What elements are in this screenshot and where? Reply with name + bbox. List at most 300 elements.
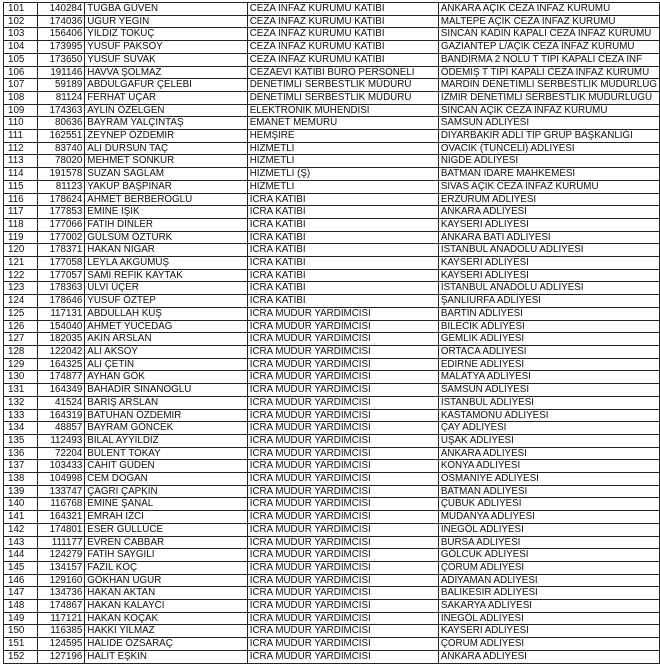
row-number-cell: 147 — [4, 587, 38, 600]
job-title-cell: CEZA İNFAZ KURUMU KATİBİ — [247, 53, 438, 66]
table-row — [4, 66, 660, 79]
row-number-cell: 121 — [4, 257, 38, 270]
assigned-unit-cell: BATMAN ADLİYESİ — [438, 485, 659, 498]
job-title-cell: İCRA MÜDÜR YARDIMCISI — [247, 358, 438, 371]
registry-number-cell: 177002 — [38, 231, 85, 244]
person-name-cell: SAMİ REFİK KAYTAK — [85, 269, 247, 282]
row-number-cell: 141 — [4, 511, 38, 524]
person-name-cell: UĞUR YEGİN — [85, 15, 247, 28]
row-number-cell: 109 — [4, 104, 38, 117]
row-number-cell: 139 — [4, 485, 38, 498]
assigned-unit-cell: İSTANBUL ANADOLU ADLİYESİ — [438, 244, 659, 257]
registry-number-cell: 177057 — [38, 269, 85, 282]
registry-number-cell: 117131 — [38, 307, 85, 320]
row-number-cell: 107 — [4, 79, 38, 92]
job-title-cell: CEZA İNFAZ KURUMU KATİBİ — [247, 15, 438, 28]
assigned-unit-cell: ŞANLIURFA ADLİYESİ — [438, 295, 659, 308]
person-name-cell: YAKUP BAŞPINAR — [85, 180, 247, 193]
registry-number-cell: 41524 — [38, 396, 85, 409]
person-name-cell: YUSUF ÖZTEP — [85, 295, 247, 308]
row-number-cell: 132 — [4, 396, 38, 409]
row-number-cell: 151 — [4, 638, 38, 651]
assigned-unit-cell: SAMSUN ADLİYESİ — [438, 384, 659, 397]
table-row — [4, 485, 660, 498]
job-title-cell: CEZA İNFAZ KURUMU KATİBİ — [247, 3, 438, 16]
row-number-cell: 122 — [4, 269, 38, 282]
person-name-cell: ABDULLAH KUŞ — [85, 307, 247, 320]
table-row — [4, 180, 660, 193]
job-title-cell: İCRA MÜDÜR YARDIMCISI — [247, 333, 438, 346]
person-name-cell: AYHAN GÖK — [85, 371, 247, 384]
registry-number-cell: 164319 — [38, 409, 85, 422]
row-number-cell: 120 — [4, 244, 38, 257]
job-title-cell: ELEKTRONİK MÜHENDİSİ — [247, 104, 438, 117]
registry-number-cell: 103433 — [38, 460, 85, 473]
person-name-cell: ALİ AKSOY — [85, 345, 247, 358]
row-number-cell: 133 — [4, 409, 38, 422]
person-name-cell: HAKAN KOÇAK — [85, 612, 247, 625]
row-number-cell: 102 — [4, 15, 38, 28]
registry-number-cell: 164349 — [38, 384, 85, 397]
person-name-cell: BAYRAM YALÇINTAŞ — [85, 117, 247, 130]
row-number-cell: 129 — [4, 358, 38, 371]
row-number-cell: 123 — [4, 282, 38, 295]
row-number-cell: 105 — [4, 53, 38, 66]
job-title-cell: İCRA MÜDÜR YARDIMCISI — [247, 396, 438, 409]
assigned-unit-cell: ANKARA ADLİYESİ — [438, 447, 659, 460]
personnel-table — [3, 2, 660, 664]
job-title-cell: HİZMETLİ — [247, 142, 438, 155]
person-name-cell: FATİH DİNLER — [85, 218, 247, 231]
assigned-unit-cell: BARTIN ADLİYESİ — [438, 307, 659, 320]
registry-number-cell: 124595 — [38, 638, 85, 651]
assigned-unit-cell: ANKARA ADLİYESİ — [438, 206, 659, 219]
assigned-unit-cell: KAYSERİ ADLİYESİ — [438, 625, 659, 638]
assigned-unit-cell: ADIYAMAN ADLİYESİ — [438, 574, 659, 587]
job-title-cell: DENETİMLİ SERBESTLİK MÜDÜRÜ — [247, 79, 438, 92]
assigned-unit-cell: ÇUBUK ADLİYESİ — [438, 498, 659, 511]
job-title-cell: İCRA MÜDÜR YARDIMCISI — [247, 447, 438, 460]
table-row — [4, 561, 660, 574]
registry-number-cell: 174877 — [38, 371, 85, 384]
row-number-cell: 116 — [4, 193, 38, 206]
person-name-cell: LEYLA AKGÜMÜŞ — [85, 257, 247, 270]
row-number-cell: 148 — [4, 600, 38, 613]
row-number-cell: 119 — [4, 231, 38, 244]
assigned-unit-cell: SİVAS AÇIK CEZA İNFAZ KURUMU — [438, 180, 659, 193]
job-title-cell: İCRA KATİBİ — [247, 295, 438, 308]
person-name-cell: ÇAĞRI ÇAPKIN — [85, 485, 247, 498]
table-row — [4, 269, 660, 282]
row-number-cell: 149 — [4, 612, 38, 625]
registry-number-cell: 134157 — [38, 561, 85, 574]
row-number-cell: 101 — [4, 3, 38, 16]
person-name-cell: ESER GÜLLÜCE — [85, 523, 247, 536]
row-number-cell: 125 — [4, 307, 38, 320]
table-row — [4, 511, 660, 524]
table-row — [4, 206, 660, 219]
assigned-unit-cell: ÇAY ADLİYESİ — [438, 422, 659, 435]
assigned-unit-cell: BATMAN İDARE MAHKEMESİ — [438, 168, 659, 181]
registry-number-cell: 83740 — [38, 142, 85, 155]
job-title-cell: CEZA İNFAZ KURUMU KATİBİ — [247, 41, 438, 54]
assigned-unit-cell: BANDIRMA 2 NOLU T TİPİ KAPALI CEZA İNF — [438, 53, 659, 66]
assigned-unit-cell: KAYSERİ ADLİYESİ — [438, 218, 659, 231]
row-number-cell: 137 — [4, 460, 38, 473]
registry-number-cell: 59189 — [38, 79, 85, 92]
registry-number-cell: 164325 — [38, 358, 85, 371]
person-name-cell: HAKKI YILMAZ — [85, 625, 247, 638]
row-number-cell: 131 — [4, 384, 38, 397]
registry-number-cell: 134736 — [38, 587, 85, 600]
job-title-cell: İCRA MÜDÜR YARDIMCISI — [247, 485, 438, 498]
assigned-unit-cell: ANKARA BATI ADLİYESİ — [438, 231, 659, 244]
person-name-cell: EMRAH İZCİ — [85, 511, 247, 524]
registry-number-cell: 174801 — [38, 523, 85, 536]
table-row — [4, 193, 660, 206]
registry-number-cell: 72204 — [38, 447, 85, 460]
table-row — [4, 358, 660, 371]
table-row — [4, 218, 660, 231]
job-title-cell: İCRA MÜDÜR YARDIMCISI — [247, 345, 438, 358]
job-title-cell: İCRA KATİBİ — [247, 193, 438, 206]
row-number-cell: 144 — [4, 549, 38, 562]
person-name-cell: AYLİN ÖZELGEN — [85, 104, 247, 117]
row-number-cell: 143 — [4, 536, 38, 549]
table-row — [4, 523, 660, 536]
table-row — [4, 612, 660, 625]
table-row — [4, 295, 660, 308]
row-number-cell: 128 — [4, 345, 38, 358]
job-title-cell: İCRA MÜDÜR YARDIMCISI — [247, 574, 438, 587]
person-name-cell: TUĞBA GÜVEN — [85, 3, 247, 16]
row-number-cell: 111 — [4, 130, 38, 143]
person-name-cell: ALİ ÇETİN — [85, 358, 247, 371]
registry-number-cell: 81124 — [38, 91, 85, 104]
job-title-cell: HİZMETLİ — [247, 180, 438, 193]
table-row — [4, 434, 660, 447]
table-row — [4, 155, 660, 168]
registry-number-cell: 156406 — [38, 28, 85, 41]
assigned-unit-cell: MALATYA ADLİYESİ — [438, 371, 659, 384]
assigned-unit-cell: OSMANİYE ADLİYESİ — [438, 473, 659, 486]
registry-number-cell: 48857 — [38, 422, 85, 435]
person-name-cell: YUSUF SUVAK — [85, 53, 247, 66]
job-title-cell: İCRA MÜDÜR YARDIMCISI — [247, 511, 438, 524]
assigned-unit-cell: EDİRNE ADLİYESİ — [438, 358, 659, 371]
table-row — [4, 168, 660, 181]
person-name-cell: YILDIZ TOKUÇ — [85, 28, 247, 41]
assigned-unit-cell: İNEGÖL ADLİYESİ — [438, 612, 659, 625]
row-number-cell: 113 — [4, 155, 38, 168]
assigned-unit-cell: BURSA ADLİYESİ — [438, 536, 659, 549]
registry-number-cell: 154040 — [38, 320, 85, 333]
person-name-cell: ZEYNEP ÖZDEMİR — [85, 130, 247, 143]
person-name-cell: ALİ DURSUN TAÇ — [85, 142, 247, 155]
table-row — [4, 79, 660, 92]
row-number-cell: 118 — [4, 218, 38, 231]
registry-number-cell: 124279 — [38, 549, 85, 562]
job-title-cell: İCRA MÜDÜR YARDIMCISI — [247, 307, 438, 320]
registry-number-cell: 104998 — [38, 473, 85, 486]
person-name-cell: AHMET YÜCEDAĞ — [85, 320, 247, 333]
job-title-cell: İCRA MÜDÜR YARDIMCISI — [247, 473, 438, 486]
table-row — [4, 142, 660, 155]
person-name-cell: AKIN ARSLAN — [85, 333, 247, 346]
row-number-cell: 142 — [4, 523, 38, 536]
person-name-cell: BAYRAM GÖNCEK — [85, 422, 247, 435]
person-name-cell: BATUHAN ÖZDEMİR — [85, 409, 247, 422]
assigned-unit-cell: BİLECİK ADLİYESİ — [438, 320, 659, 333]
registry-number-cell: 173995 — [38, 41, 85, 54]
table-row — [4, 345, 660, 358]
assigned-unit-cell: DİYARBAKIR ADLİ TIP GRUP BAŞKANLIĞI — [438, 130, 659, 143]
job-title-cell: İCRA MÜDÜR YARDIMCISI — [247, 536, 438, 549]
job-title-cell: İCRA KATİBİ — [247, 269, 438, 282]
person-name-cell: ABDULĞAFUR ÇELEBİ — [85, 79, 247, 92]
assigned-unit-cell: NİĞDE ADLİYESİ — [438, 155, 659, 168]
person-name-cell: BÜLENT TOKAY — [85, 447, 247, 460]
person-name-cell: ULVİ ÜÇER — [85, 282, 247, 295]
table-row — [4, 447, 660, 460]
assigned-unit-cell: OVACIK (TUNCELİ) ADLİYESİ — [438, 142, 659, 155]
job-title-cell: İCRA MÜDÜR YARDIMCISI — [247, 587, 438, 600]
registry-number-cell: 178624 — [38, 193, 85, 206]
assigned-unit-cell: ANKARA ADLİYESİ — [438, 650, 659, 663]
assigned-unit-cell: MARDİN DENETİMLİ SERBESTLİK MÜDÜRLÜĞ — [438, 79, 659, 92]
job-title-cell: İCRA MÜDÜR YARDIMCISI — [247, 561, 438, 574]
job-title-cell: DENETİMLİ SERBESTLİK MÜDÜRÜ — [247, 91, 438, 104]
assigned-unit-cell: ÇORUM ADLİYESİ — [438, 638, 659, 651]
job-title-cell: İCRA KATİBİ — [247, 206, 438, 219]
job-title-cell: HEMŞİRE — [247, 130, 438, 143]
table-row — [4, 409, 660, 422]
job-title-cell: İCRA MÜDÜR YARDIMCISI — [247, 625, 438, 638]
registry-number-cell: 164321 — [38, 511, 85, 524]
job-title-cell: HİZMETLİ (Ş) — [247, 168, 438, 181]
row-number-cell: 130 — [4, 371, 38, 384]
assigned-unit-cell: GAZİANTEP L/AÇIK CEZA İNFAZ KURUMU — [438, 41, 659, 54]
table-row — [4, 244, 660, 257]
assigned-unit-cell: İSTANBUL ADLİYESİ — [438, 396, 659, 409]
job-title-cell: İCRA MÜDÜR YARDIMCISI — [247, 434, 438, 447]
job-title-cell: İCRA MÜDÜR YARDIMCISI — [247, 638, 438, 651]
assigned-unit-cell: MALTEPE AÇIK CEZA İNFAZ KURUMU — [438, 15, 659, 28]
table-row — [4, 473, 660, 486]
registry-number-cell: 80636 — [38, 117, 85, 130]
registry-number-cell: 178646 — [38, 295, 85, 308]
person-name-cell: HAKAN KALAYCI — [85, 600, 247, 613]
table-row — [4, 282, 660, 295]
person-name-cell: FERHAT UÇAR — [85, 91, 247, 104]
person-name-cell: BARIŞ ARSLAN — [85, 396, 247, 409]
table-row — [4, 15, 660, 28]
row-number-cell: 104 — [4, 41, 38, 54]
table-row — [4, 498, 660, 511]
job-title-cell: İCRA KATİBİ — [247, 231, 438, 244]
assigned-unit-cell: GEMLİK ADLİYESİ — [438, 333, 659, 346]
row-number-cell: 114 — [4, 168, 38, 181]
job-title-cell: İCRA MÜDÜR YARDIMCISI — [247, 384, 438, 397]
table-row — [4, 600, 660, 613]
table-row — [4, 333, 660, 346]
assigned-unit-cell: İZMİR DENETİMLİ SERBESTLİK MÜDÜRLÜĞÜ — [438, 91, 659, 104]
table-row — [4, 460, 660, 473]
job-title-cell: İCRA MÜDÜR YARDIMCISI — [247, 523, 438, 536]
row-number-cell: 115 — [4, 180, 38, 193]
person-name-cell: SUZAN SAĞLAM — [85, 168, 247, 181]
row-number-cell: 126 — [4, 320, 38, 333]
person-name-cell: FAZIL KOÇ — [85, 561, 247, 574]
row-number-cell: 134 — [4, 422, 38, 435]
assigned-unit-cell: MUDANYA ADLİYESİ — [438, 511, 659, 524]
person-name-cell: HAKAN NİGAR — [85, 244, 247, 257]
row-number-cell: 127 — [4, 333, 38, 346]
registry-number-cell: 177058 — [38, 257, 85, 270]
person-name-cell: GÜLSÜM ÖZTÜRK — [85, 231, 247, 244]
assigned-unit-cell: UŞAK ADLİYESİ — [438, 434, 659, 447]
registry-number-cell: 116768 — [38, 498, 85, 511]
assigned-unit-cell: GÖLCÜK ADLİYESİ — [438, 549, 659, 562]
table-row — [4, 384, 660, 397]
row-number-cell: 108 — [4, 91, 38, 104]
job-title-cell: İCRA MÜDÜR YARDIMCISI — [247, 498, 438, 511]
table-row — [4, 117, 660, 130]
assigned-unit-cell: KAYSERİ ADLİYESİ — [438, 257, 659, 270]
registry-number-cell: 174036 — [38, 15, 85, 28]
person-name-cell: HAKAN AKTAN — [85, 587, 247, 600]
job-title-cell: İCRA MÜDÜR YARDIMCISI — [247, 422, 438, 435]
job-title-cell: İCRA KATİBİ — [247, 282, 438, 295]
registry-number-cell: 174363 — [38, 104, 85, 117]
assigned-unit-cell: KASTAMONU ADLİYESİ — [438, 409, 659, 422]
assigned-unit-cell: KAYSERİ ADLİYESİ — [438, 269, 659, 282]
job-title-cell: İCRA MÜDÜR YARDIMCISI — [247, 320, 438, 333]
assigned-unit-cell: ANKARA AÇIK CEZA İNFAZ KURUMU — [438, 3, 659, 16]
registry-number-cell: 182035 — [38, 333, 85, 346]
job-title-cell: İCRA MÜDÜR YARDIMCISI — [247, 460, 438, 473]
assigned-unit-cell: ÖDEMİŞ T TİPİ KAPALI CEZA İNFAZ KURUMU — [438, 66, 659, 79]
table-row — [4, 3, 660, 16]
registry-number-cell: 177853 — [38, 206, 85, 219]
registry-number-cell: 178371 — [38, 244, 85, 257]
row-number-cell: 103 — [4, 28, 38, 41]
person-name-cell: HALİDE ÖZSARAÇ — [85, 638, 247, 651]
assigned-unit-cell: SAMSUN ADLİYESİ — [438, 117, 659, 130]
person-name-cell: BİLAL AYYILDIZ — [85, 434, 247, 447]
registry-number-cell: 127196 — [38, 650, 85, 663]
registry-number-cell: 191578 — [38, 168, 85, 181]
person-name-cell: AHMET BERBEROĞLU — [85, 193, 247, 206]
person-name-cell: HAVVA ŞOLMAZ — [85, 66, 247, 79]
table-row — [4, 130, 660, 143]
table-row — [4, 231, 660, 244]
registry-number-cell: 173650 — [38, 53, 85, 66]
job-title-cell: İCRA MÜDÜR YARDIMCISI — [247, 549, 438, 562]
registry-number-cell: 162551 — [38, 130, 85, 143]
assigned-unit-cell: İSTANBUL ANADOLU ADLİYESİ — [438, 282, 659, 295]
row-number-cell: 124 — [4, 295, 38, 308]
assigned-unit-cell: İNEGÖL ADLİYESİ — [438, 523, 659, 536]
row-number-cell: 136 — [4, 447, 38, 460]
job-title-cell: İCRA MÜDÜR YARDIMCISI — [247, 409, 438, 422]
table-row — [4, 307, 660, 320]
job-title-cell: CEZAEVİ KATİBİ BÜRO PERSONELİ — [247, 66, 438, 79]
personnel-table-body — [4, 3, 660, 664]
assigned-unit-cell: SİNCAN AÇIK CEZA İNFAZ KURUMU — [438, 104, 659, 117]
assigned-unit-cell: ERZURUM ADLİYESİ — [438, 193, 659, 206]
person-name-cell: BAHADIR SİNANOĞLU — [85, 384, 247, 397]
job-title-cell: İCRA KATİBİ — [247, 244, 438, 257]
job-title-cell: CEZA İNFAZ KURUMU KATİBİ — [247, 28, 438, 41]
job-title-cell: İCRA KATİBİ — [247, 218, 438, 231]
row-number-cell: 150 — [4, 625, 38, 638]
table-row — [4, 422, 660, 435]
row-number-cell: 152 — [4, 650, 38, 663]
table-row — [4, 28, 660, 41]
registry-number-cell: 116385 — [38, 625, 85, 638]
job-title-cell: İCRA MÜDÜR YARDIMCISI — [247, 612, 438, 625]
registry-number-cell: 133747 — [38, 485, 85, 498]
job-title-cell: EMANET MEMURU — [247, 117, 438, 130]
job-title-cell: HİZMETLİ — [247, 155, 438, 168]
table-row — [4, 91, 660, 104]
assigned-unit-cell: ÇORUM ADLİYESİ — [438, 561, 659, 574]
table-row — [4, 320, 660, 333]
table-row — [4, 638, 660, 651]
row-number-cell: 138 — [4, 473, 38, 486]
table-row — [4, 650, 660, 663]
table-row — [4, 257, 660, 270]
person-name-cell: CAHİT GÜDEN — [85, 460, 247, 473]
table-row — [4, 587, 660, 600]
person-name-cell: CEM DOĞAN — [85, 473, 247, 486]
row-number-cell: 112 — [4, 142, 38, 155]
row-number-cell: 110 — [4, 117, 38, 130]
person-name-cell: YUSUF PAKSOY — [85, 41, 247, 54]
row-number-cell: 140 — [4, 498, 38, 511]
row-number-cell: 146 — [4, 574, 38, 587]
assigned-unit-cell: SİNCAN KADIN KAPALI CEZA İNFAZ KURUMU — [438, 28, 659, 41]
registry-number-cell: 174867 — [38, 600, 85, 613]
job-title-cell: İCRA MÜDÜR YARDIMCISI — [247, 650, 438, 663]
registry-number-cell: 112493 — [38, 434, 85, 447]
table-row — [4, 53, 660, 66]
person-name-cell: GÖKHAN UĞUR — [85, 574, 247, 587]
row-number-cell: 106 — [4, 66, 38, 79]
table-row — [4, 104, 660, 117]
table-row — [4, 371, 660, 384]
registry-number-cell: 177066 — [38, 218, 85, 231]
registry-number-cell: 129160 — [38, 574, 85, 587]
person-name-cell: EVREN CABBAR — [85, 536, 247, 549]
person-name-cell: FATİH SAYGILI — [85, 549, 247, 562]
table-row — [4, 574, 660, 587]
job-title-cell: İCRA MÜDÜR YARDIMCISI — [247, 600, 438, 613]
registry-number-cell: 178363 — [38, 282, 85, 295]
person-name-cell: EMİNE IŞIK — [85, 206, 247, 219]
job-title-cell: İCRA KATİBİ — [247, 257, 438, 270]
person-name-cell: MEHMET SONKUR — [85, 155, 247, 168]
table-row — [4, 396, 660, 409]
person-name-cell: HALİT EŞKİN — [85, 650, 247, 663]
table-row — [4, 536, 660, 549]
row-number-cell: 145 — [4, 561, 38, 574]
job-title-cell: İCRA MÜDÜR YARDIMCISI — [247, 371, 438, 384]
assigned-unit-cell: ORTACA ADLİYESİ — [438, 345, 659, 358]
table-row — [4, 549, 660, 562]
person-name-cell: EMİNE ŞANAL — [85, 498, 247, 511]
